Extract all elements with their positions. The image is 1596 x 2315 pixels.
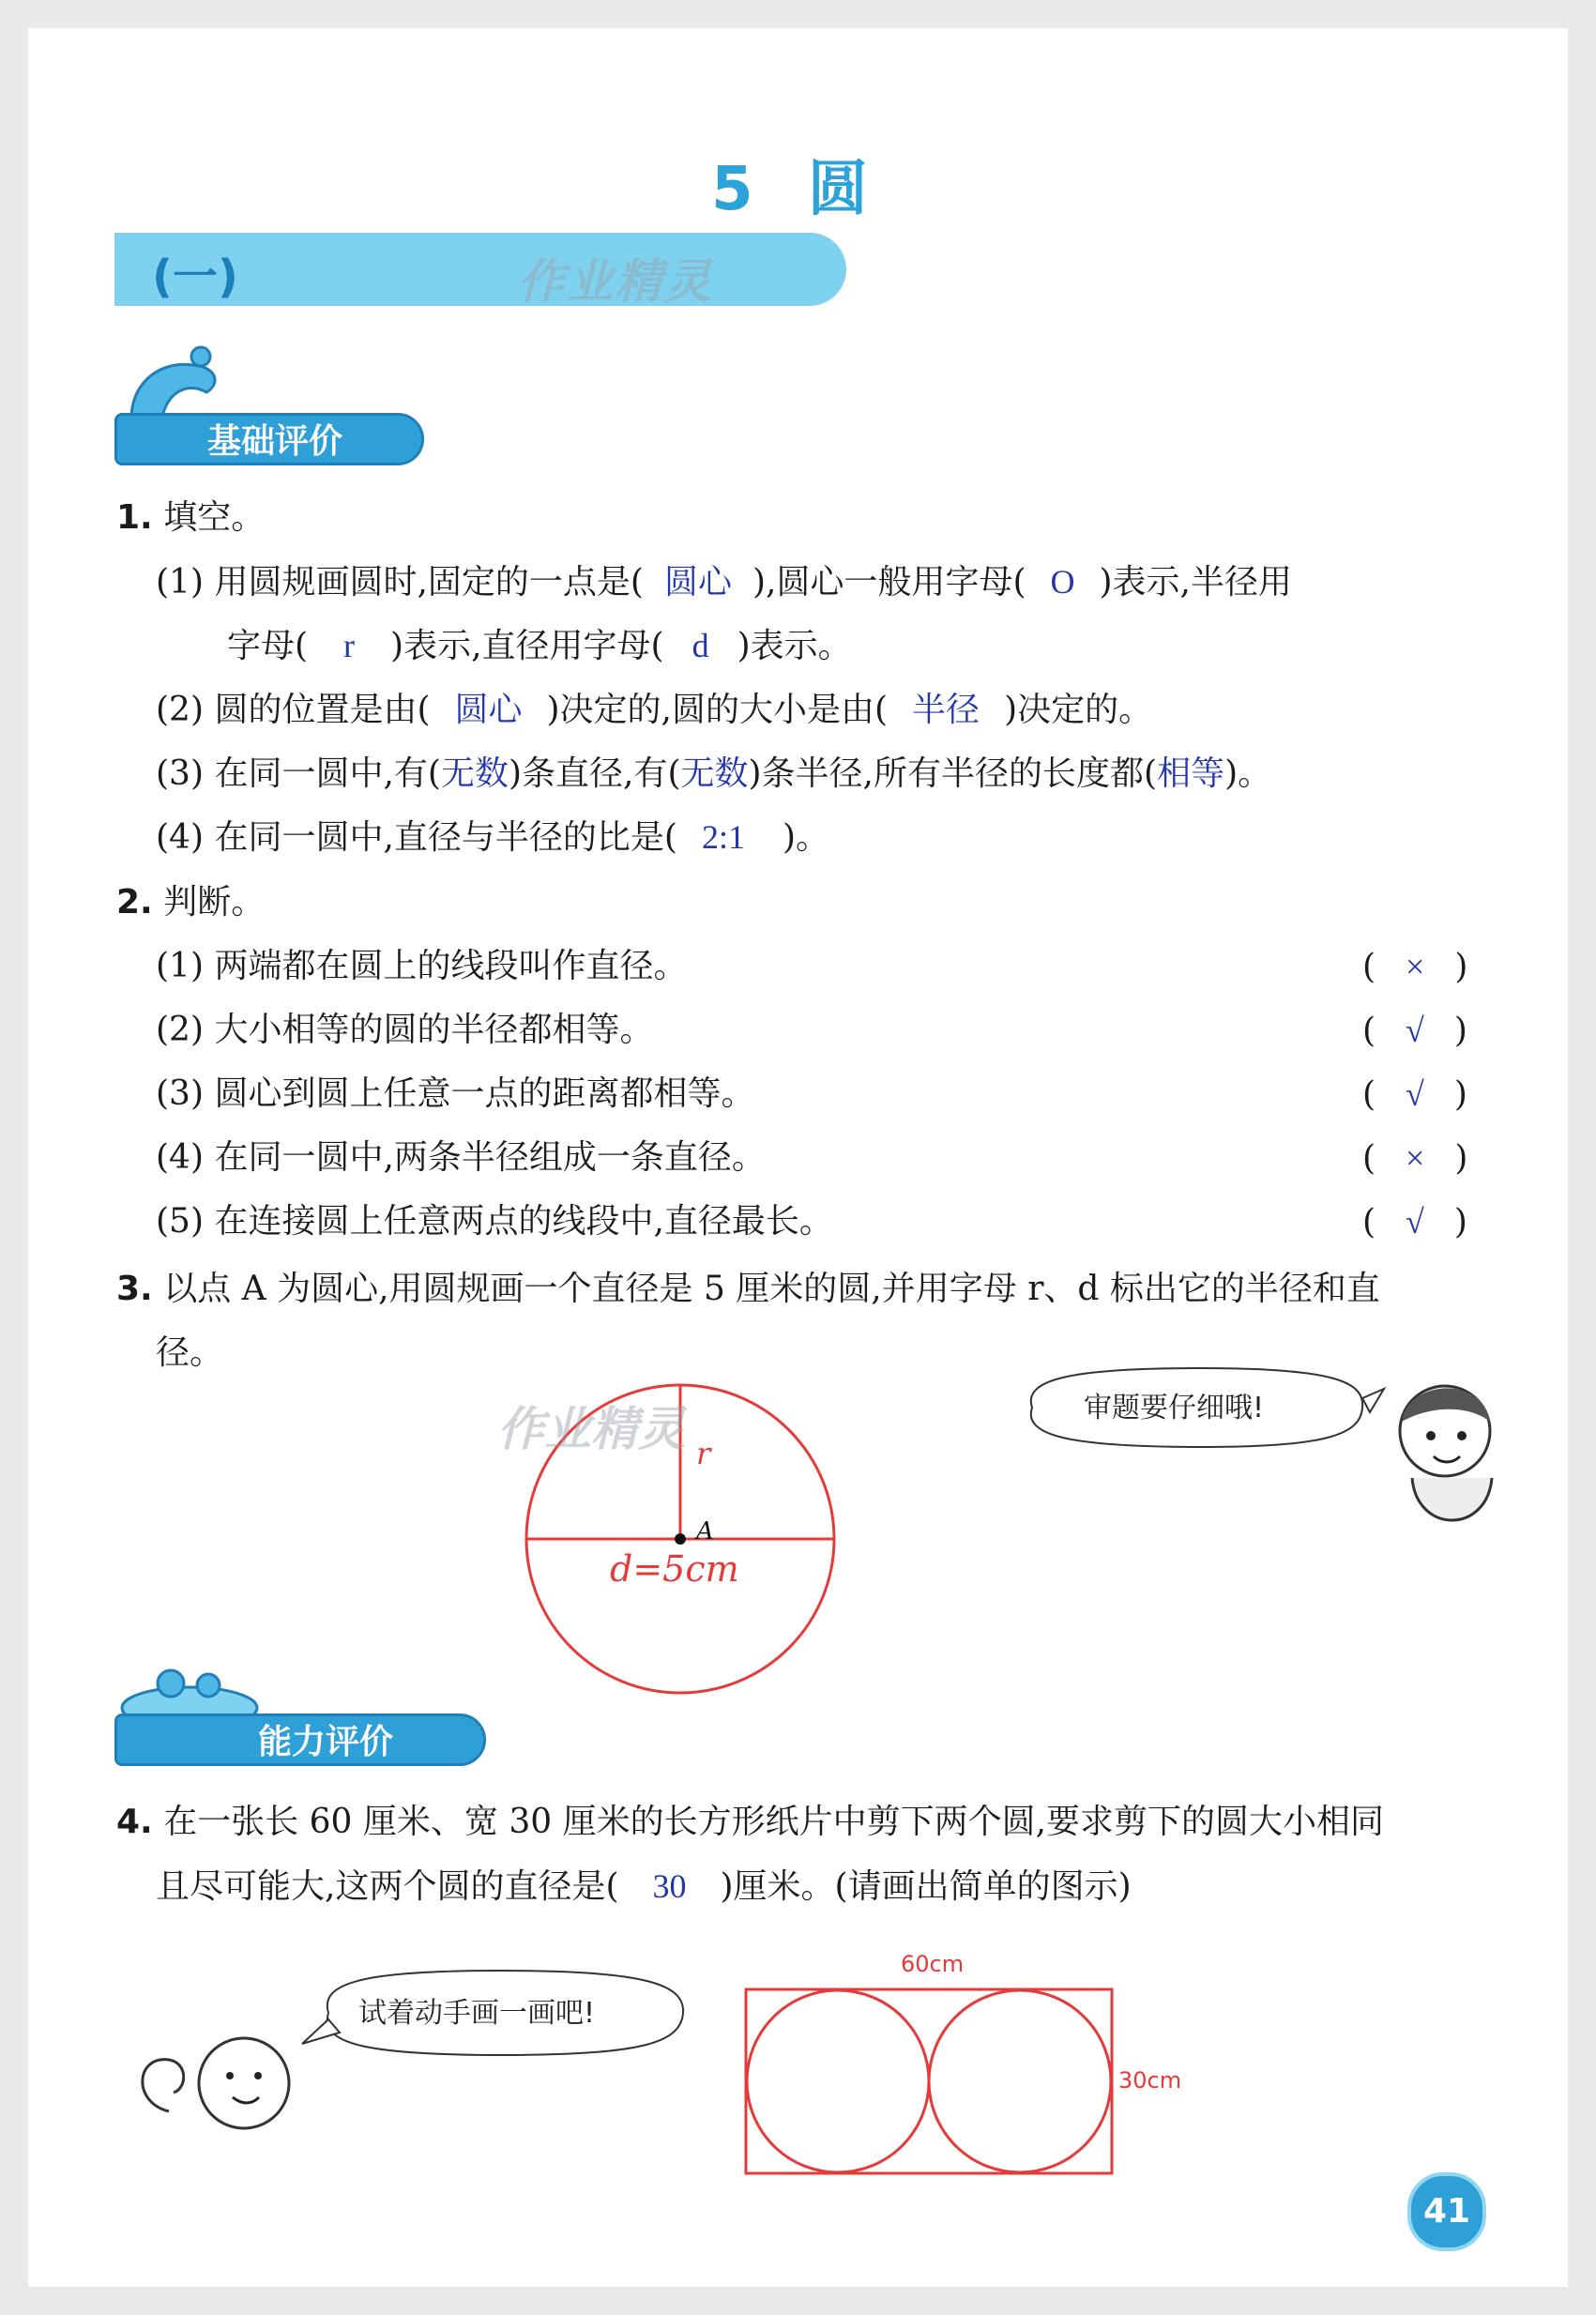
- q1-p2-text-b: )决定的,圆的大小是由(: [546, 691, 889, 729]
- q1-p1-answer-2: O: [1050, 563, 1075, 601]
- diameter-label: d=5cm: [610, 1548, 739, 1590]
- q1-p1-text-d: 字母(: [227, 627, 309, 665]
- radius-label: r: [696, 1436, 711, 1471]
- q2-item-answer-parens: [1362, 1074, 1467, 1116]
- q4-number: 4.: [116, 1803, 153, 1841]
- q4-line1: [116, 1802, 1384, 1843]
- center-label: A: [696, 1517, 714, 1546]
- figure-watermark: 作业精灵: [497, 1402, 685, 1456]
- q1-number: 1.: [116, 498, 153, 537]
- q1-part2: [156, 689, 1152, 731]
- paren-close: ): [1454, 948, 1468, 986]
- q1-p1-text-c: )表示,半径用: [1099, 563, 1292, 602]
- q1-p1-text-a: (1) 用圆规画圆时,固定的一点是(: [156, 563, 644, 602]
- q1-p1-answer-4: d: [692, 627, 709, 664]
- q2-item-answer: √: [1406, 1012, 1424, 1049]
- q2-item-answer: ×: [1406, 1139, 1425, 1177]
- q2-item-text: (2) 大小相等的圆的半径都相等。: [156, 1011, 654, 1049]
- q1-heading: [116, 497, 265, 539]
- paren-open: (: [1362, 1012, 1376, 1050]
- paren-close: ): [1454, 1139, 1468, 1178]
- q3-line1: [116, 1269, 1380, 1310]
- paren-close: ): [1453, 1203, 1467, 1241]
- q1-p3-answer-2: 无数: [680, 754, 749, 792]
- paren-open: (: [1362, 1203, 1376, 1241]
- q1-p4-answer: 2:1: [701, 818, 745, 856]
- q2-heading: [116, 882, 265, 923]
- q2-item-answer-parens: [1362, 1201, 1467, 1243]
- q1-p1-answer-3: r: [343, 627, 356, 664]
- center-point: [675, 1533, 686, 1545]
- q2-title: 判断。: [163, 883, 266, 921]
- boy-cartoon-icon: [1379, 1370, 1511, 1539]
- q1-part1-line2: [227, 625, 852, 667]
- left-circle: [747, 1990, 929, 2172]
- chapter-title: 5 圆: [711, 155, 885, 224]
- tag-ability-evaluation: 能力评价: [114, 1713, 486, 1766]
- bubble-text-q3: 审题要仔细哦!: [1084, 1392, 1265, 1424]
- section-label: (一): [152, 251, 238, 303]
- q1-part1-line1: [156, 561, 1292, 603]
- q4-text-line2-a: 且尽可能大,这两个圆的直径是(: [156, 1867, 619, 1906]
- q3-number: 3.: [116, 1270, 153, 1308]
- q2-item-answer-parens: [1362, 1137, 1467, 1180]
- q1-p3-text-d: )。: [1224, 754, 1272, 793]
- bubble-text-q4: 试着动手画一画吧!: [358, 1997, 596, 2030]
- paren-close: ): [1453, 1075, 1467, 1114]
- q3-text-line2: 径。: [156, 1333, 224, 1372]
- q1-p3-answer-3: 相等: [1157, 754, 1225, 792]
- q2-item-text: (4) 在同一圆中,两条半径组成一条直径。: [156, 1138, 766, 1177]
- q2-item-text: (3) 圆心到圆上任意一点的距离都相等。: [156, 1074, 755, 1113]
- page-number: 41: [1407, 2172, 1486, 2251]
- q1-p3-answer-1: 无数: [440, 754, 509, 792]
- q1-p1-text-b: ),圆心一般用字母(: [752, 563, 1026, 602]
- q4-answer: 30: [652, 1867, 687, 1905]
- right-circle: [929, 1990, 1111, 2172]
- q1-p1-answer-1: 圆心: [663, 563, 732, 601]
- q1-p4-text-a: (4) 在同一圆中,直径与半径的比是(: [156, 818, 677, 857]
- q1-p1-text-e: )表示,直径用字母(: [390, 627, 664, 665]
- q2-item-answer: √: [1406, 1203, 1424, 1241]
- q1-p2-text-a: (2) 圆的位置是由(: [156, 691, 431, 729]
- q1-part4: [156, 816, 829, 859]
- q1-p2-text-c: )决定的。: [1004, 691, 1153, 729]
- q1-part3: [156, 753, 1271, 795]
- q4-text-line2-b: )厘米。(请画出简单的图示): [720, 1867, 1132, 1906]
- height-label: 30cm: [1118, 2067, 1182, 2094]
- q4-text-line1: 在一张长 60 厘米、宽 30 厘米的长方形纸片中剪下两个圆,要求剪下的圆大小相同: [163, 1803, 1385, 1841]
- q2-item-answer-parens: [1362, 946, 1467, 988]
- q1-p4-text-b: )。: [782, 818, 829, 857]
- q3-circle-figure: [497, 1351, 873, 1727]
- q1-p3-text-c: )条半径,所有半径的长度都(: [748, 754, 1158, 793]
- q1-p2-answer-2: 半径: [912, 691, 980, 728]
- q2-item-answer: ×: [1406, 948, 1425, 985]
- section-banner: [114, 233, 846, 309]
- paren-open: (: [1362, 1139, 1376, 1178]
- workbook-page: [28, 28, 1568, 2287]
- q1-p3-text-b: )条直径,有(: [508, 754, 681, 793]
- q1-p3-text-a: (3) 在同一圆中,有(: [156, 754, 441, 793]
- q2-item-answer-parens: [1362, 1010, 1467, 1052]
- squirrel-cartoon-icon: [131, 2008, 319, 2149]
- q2-item-answer: √: [1406, 1075, 1424, 1113]
- width-label: 60cm: [901, 1951, 965, 1977]
- q4-rectangle-figure: [732, 1938, 1201, 2201]
- paren-close: ): [1453, 1012, 1467, 1050]
- q2-item-text: (1) 两端都在圆上的线段叫作直径。: [156, 947, 688, 985]
- paren-open: (: [1362, 948, 1376, 986]
- q2-number: 2.: [116, 883, 153, 921]
- q1-title: 填空。: [163, 498, 266, 537]
- q3-text-line1: 以点 A 为圆心,用圆规画一个直径是 5 厘米的圆,并用字母 r、d 标出它的半径和直: [163, 1270, 1380, 1308]
- tag-basic-evaluation: 基础评价: [114, 413, 424, 465]
- q4-line2: [156, 1866, 1132, 1908]
- watermark-text: 作业精灵: [518, 254, 713, 309]
- q1-p1-text-f: )表示。: [737, 627, 852, 665]
- q1-p2-answer-1: 圆心: [454, 691, 523, 728]
- q2-item-text: (5) 在连接圆上任意两点的线段中,直径最长。: [156, 1202, 833, 1241]
- paren-open: (: [1362, 1075, 1376, 1114]
